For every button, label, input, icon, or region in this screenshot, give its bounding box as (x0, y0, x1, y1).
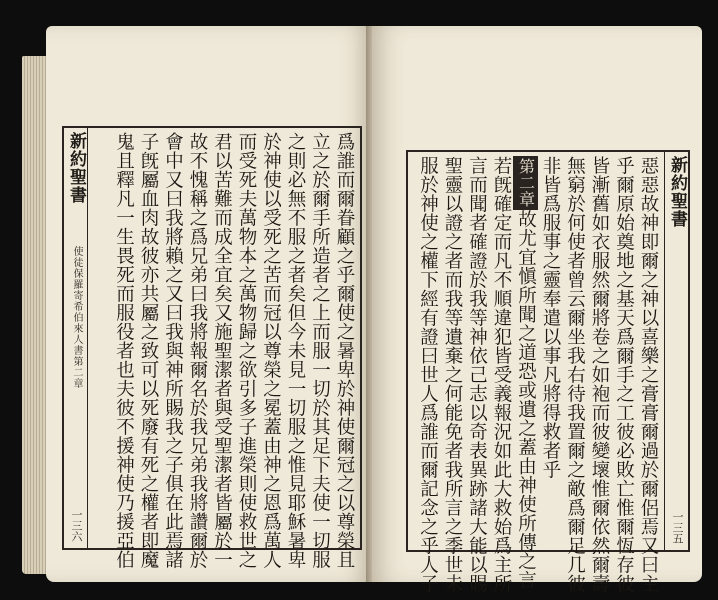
text-column: 會中又曰我將賴之又曰我與神所賜我之子俱在此焉諸 (162, 132, 184, 569)
text-column: 言而聞者確證於我等神依己志以奇表異跡諸大能以賜 (466, 156, 488, 593)
left-page (46, 26, 372, 582)
text-column: 立之於爾手所造者之上而服一切於其足下夫使一切服 (309, 132, 331, 569)
text-column: 故不愧稱之爲兄弟曰我將報爾名於我兄弟我將讚爾於 (187, 132, 208, 569)
text-column: 而受死夫萬物本之萬物歸之欲引多子進榮則使救世之 (236, 132, 257, 569)
right-text-columns (412, 156, 660, 593)
text-column: 聖靈以證之者而我等遺棄之何能免者我所言之季世未 (442, 156, 463, 593)
left-text-frame (62, 126, 362, 569)
right-text-frame (406, 150, 690, 593)
text-column: 子旣屬血肉故彼亦共屬之致可以死廢有死之權者即魔 (138, 132, 159, 569)
text-column: 非皆爲服事之靈奉遣以事凡將得救者乎 (540, 156, 561, 479)
left-header-subtitle: 使徒保羅寄希伯來人書第二章 (71, 246, 82, 389)
left-text-columns (90, 132, 356, 569)
right-header-title: 新約聖書 (667, 156, 687, 228)
left-header-title: 新約聖書 (66, 132, 86, 204)
text-column: 若旣確定而凡不順違犯皆受義報況如此大救始爲主所 (491, 156, 512, 593)
text-column: 鬼且釋凡一生畏死而服役者也夫彼不援神使乃援亞伯 (113, 132, 135, 569)
right-page-number: 一三五 (671, 511, 684, 544)
text-column: 皆漸舊如衣服然爾將卷之如袍而彼變壞惟爾依然爾壽 (589, 156, 610, 593)
text-column: 惡惡故神即爾之神以喜樂之膏膏爾過於爾侶焉又曰主 (638, 156, 659, 593)
left-page-number: 一三六 (70, 509, 83, 542)
text-column: 於神使以受死之苦而冠以尊榮之冕蓋由神之恩爲萬人 (260, 132, 282, 569)
right-header-banner (664, 152, 688, 550)
text-column: 無窮於何使者曾云爾坐我右待我置爾之敵爲爾足几彼 (564, 156, 586, 593)
left-header-banner (64, 128, 88, 548)
right-page (372, 26, 702, 593)
text-column: 君以苦難而成全宜矣又施聖潔者與受聖潔者皆屬於一 (211, 132, 233, 569)
chapter-marker: 第二章 (513, 156, 538, 210)
text-column: 爲誰而爾眷顧之乎爾使之暑卑於神使爾冠之以尊榮且 (334, 132, 355, 569)
chapter-start-text: 故尤宜愼所聞之道恐或遺之蓋由神使所傳之言 (515, 209, 537, 590)
text-column: 服於神使之權下經有證曰世人爲誰而爾記念之乎人子 (417, 156, 439, 593)
text-column: 之則必無不服之者矣但今未見一切服之惟見耶穌暑卑 (285, 132, 306, 569)
text-column: 乎爾原始奠地之基天爲爾手之工彼必敗亡惟爾恆存彼 (613, 156, 635, 593)
chapter-start-column (513, 156, 538, 590)
